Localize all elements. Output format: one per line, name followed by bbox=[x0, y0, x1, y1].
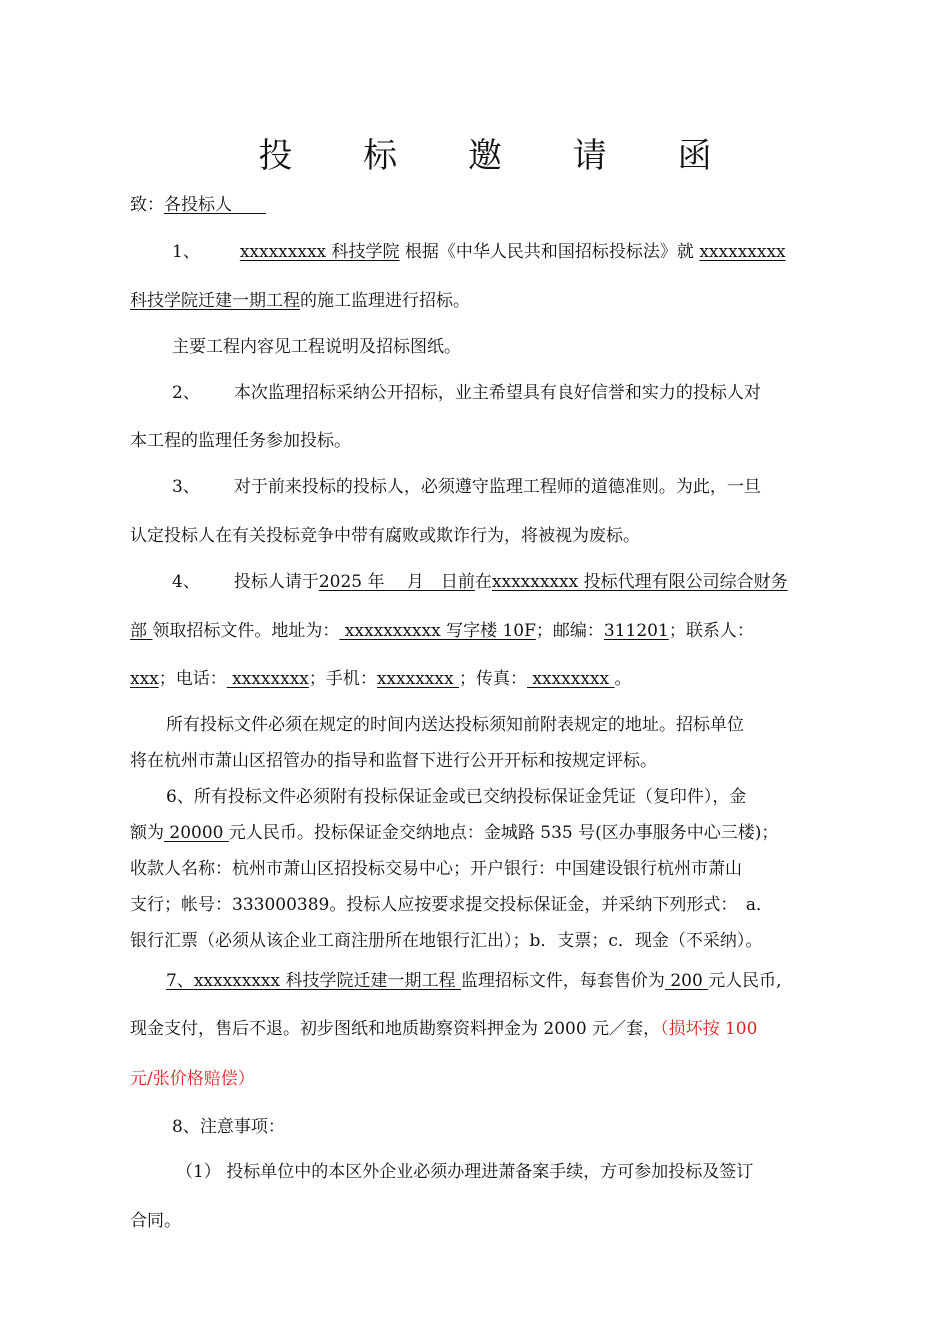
para-5-line-1: 所有投标文件必须在规定的时间内送达投标须知前附表规定的地址。招标单位 bbox=[166, 715, 744, 735]
para-4-line-1: 4、 投标人请于2025 年 月 日前在xxxxxxxxx 投标代理有限公司综合财务 bbox=[172, 572, 788, 592]
para-1-line-1: 1、 xxxxxxxxx 科技学院 根据《中华人民共和国招标投标法》就 xxxxxxxxx bbox=[172, 242, 786, 262]
deposit-amount: 20000 bbox=[164, 823, 229, 843]
para-8-heading: 8、注意事项： bbox=[172, 1117, 285, 1137]
para-6-line-1: 6、所有投标文件必须附有投标保证金或已交纳投标保证金凭证（复印件），金 bbox=[166, 787, 747, 807]
page-title: 投 标 邀 请 函 bbox=[258, 136, 742, 176]
mobile-value: xxxxxxxx bbox=[376, 669, 459, 689]
address-value: xxxxxxxxxx 写字楼 10F bbox=[339, 621, 536, 641]
para-7-line-2: 现金支付，售后不退。初步图纸和地质勘察资料押金为 2000 元／套，（损坏按 100 bbox=[130, 1019, 758, 1039]
para-5-line-2: 将在杭州市萧山区招管办的指导和监督下进行公开开标和按规定评标。 bbox=[130, 751, 657, 771]
project-doc-title: 7、xxxxxxxxx 科技学院迁建一期工程 bbox=[166, 971, 461, 991]
doc-price: 200 bbox=[664, 971, 709, 991]
project-name-b: 科技学院迁建一期工程 bbox=[130, 291, 300, 311]
para-2-line-2: 本工程的监理任务参加投标。 bbox=[130, 431, 351, 451]
contact-value: xxx bbox=[130, 669, 159, 689]
para-7-line-3: 元/张价格赔偿） bbox=[130, 1069, 255, 1089]
para-2-line-1: 2、 本次监理招标采纳公开招标，业主希望具有良好信誉和实力的投标人对 bbox=[172, 383, 761, 403]
para-3-line-2: 认定投标人在有关投标竞争中带有腐败或欺诈行为，将被视为废标。 bbox=[130, 526, 640, 546]
para-6-line-5: 银行汇票（必须从该企业工商注册所在地银行汇出）；b．支票；c．现金（不采纳）。 bbox=[130, 931, 763, 951]
owner-name: xxxxxxxxx 科技学院 bbox=[239, 242, 400, 262]
para-1-note: 主要工程内容见工程说明及招标图纸。 bbox=[172, 337, 461, 357]
addressee-prefix: 致： bbox=[130, 195, 164, 215]
para-4-line-3: xxx；电话： xxxxxxxx；手机：xxxxxxxx ；传真： xxxxxxxx 。 bbox=[130, 669, 632, 689]
para-8-item-1-line-2: 合同。 bbox=[130, 1211, 181, 1231]
addressee bbox=[130, 194, 266, 216]
project-name-a: xxxxxxxxx bbox=[699, 242, 786, 262]
para-3-line-1: 3、 对于前来投标的投标人，必须遵守监理工程师的道德准则。为此，一旦 bbox=[172, 477, 761, 497]
para-8-item-1-line-1: （1） 投标单位中的本区外企业必须办理进萧备案手续，方可参加投标及签订 bbox=[176, 1162, 754, 1182]
damage-note: （损坏按 100 bbox=[660, 1019, 758, 1039]
agency-name: xxxxxxxxx 投标代理有限公司综合财务 bbox=[491, 572, 788, 592]
para-6-line-3: 收款人名称：杭州市萧山区招投标交易中心；开户银行：中国建设银行杭州市萧山 bbox=[130, 859, 742, 879]
tel-value: xxxxxxxx bbox=[226, 669, 309, 689]
para-7-line-1: 7、xxxxxxxxx 科技学院迁建一期工程 监理招标文件，每套售价为 200 元人民币, bbox=[166, 971, 782, 991]
para-1-line-2: 科技学院迁建一期工程的施工监理进行招标。 bbox=[130, 291, 470, 311]
fax-value: xxxxxxxx bbox=[526, 669, 615, 689]
para-4-line-2: 部 领取招标文件。地址为： xxxxxxxxxx 写字楼 10F；邮编：311201；联系人： bbox=[130, 621, 754, 641]
para-6-line-2: 额为 20000 元人民币。投标保证金交纳地点：金城路 535 号(区办事服务中心三楼)； bbox=[130, 823, 779, 843]
addressee-name: 各投标人 bbox=[164, 195, 232, 215]
zip-value: 311201 bbox=[603, 621, 669, 641]
para-6-line-4: 支行；帐号：333000389。投标人应按要求提交投标保证金，并采纳下列形式： a． bbox=[130, 895, 773, 915]
deadline-date: 2025 年 月 日前 bbox=[318, 572, 475, 592]
